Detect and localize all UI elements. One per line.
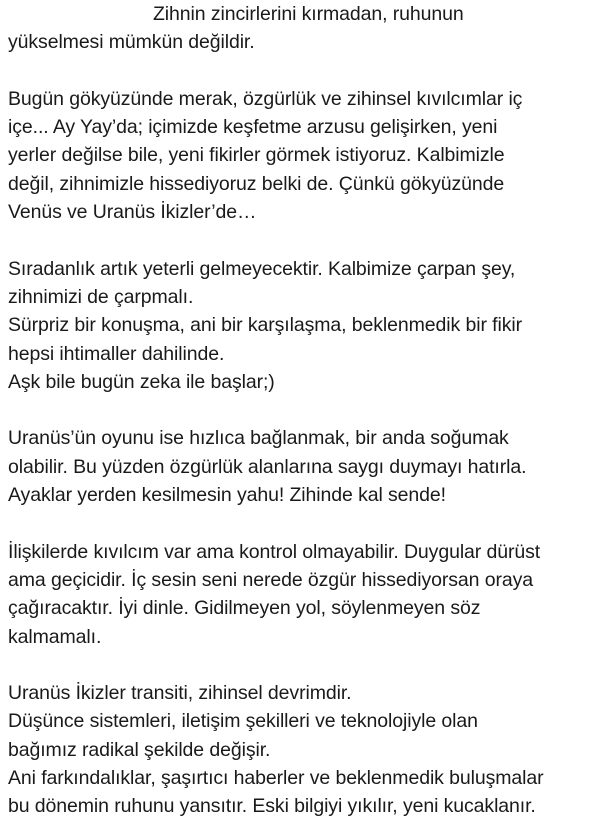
text-line: zihnimizi de çarpmalı. (8, 285, 194, 308)
paragraph-spacer (8, 651, 598, 679)
text-line: ama geçicidir. İç sesin seni nerede özgür hissediyorsan oraya (8, 568, 534, 591)
text-line: Zihnin zincirlerini kırmadan, ruhunun (153, 3, 464, 25)
paragraph-spacer (8, 57, 598, 85)
paragraph-transit (8, 679, 598, 820)
text-line: yükselmesi mümkün değildir. (8, 31, 255, 54)
text-line: Sıradanlık artık yeterli gelmeyecektir. Kalbimize çarpan şey, (8, 257, 516, 280)
document-body (8, 0, 598, 821)
text-line: İlişkilerde kıvılcım var ama kontrol olmayabilir. Duygular dürüst (8, 540, 541, 563)
text-line: Aşk bile bugün zeka ile başlar;) (8, 370, 275, 393)
paragraph-spacer (8, 509, 598, 537)
text-line: Bugün gökyüzünde merak, özgürlük ve zihinsel kıvılcımlar iç (8, 87, 523, 110)
paragraph-intro (8, 0, 598, 57)
text-line: olabilir. Bu yüzden özgürlük alanlarına saygı duymayı hatırla. (8, 455, 527, 478)
paragraph-ordinary (8, 255, 598, 396)
text-line: bu dönemin ruhunu yansıtır. Eski bilgiyi yıkılır, yeni kucaklanır. (8, 795, 536, 818)
paragraph-relationships (8, 538, 598, 651)
text-line: kalmamalı. (8, 625, 102, 648)
text-line: Ani farkındalıklar, şaşırtıcı haberler ve beklenmedik buluşmalar (8, 767, 544, 790)
text-line: yerler değilse bile, yeni fikirler görmek istiyoruz. Kalbimizle (8, 144, 505, 167)
text-line: Düşünce sistemleri, iletişim şekilleri ve teknolojiyle olan (8, 710, 478, 733)
text-line: Venüs ve Uranüs İkizler’de… (8, 201, 257, 224)
text-line: değil, zihnimizle hissediyoruz belki de. Çünkü gökyüzünde (8, 172, 505, 195)
text-line: Sürpriz bir konuşma, ani bir karşılaşma, beklenmedik bir fikir (8, 314, 522, 337)
paragraph-uranus-game (8, 424, 598, 509)
text-line: Ayaklar yerden kesilmesin yahu! Zihinde kal sende! (8, 484, 446, 507)
paragraph-spacer (8, 396, 598, 424)
paragraph-sky (8, 85, 598, 226)
text-line: çağıracaktır. İyi dinle. Gidilmeyen yol, söylenmeyen söz (8, 597, 481, 620)
text-line: Uranüs İkizler transiti, zihinsel devrimdir. (8, 682, 352, 705)
text-line: hepsi ihtimaller dahilinde. (8, 342, 225, 365)
text-line: bağımız radikal şekilde değişir. (8, 738, 271, 761)
text-line: içe... Ay Yay’da; içimizde keşfetme arzusu gelişirken, yeni (8, 116, 498, 139)
text-line: Uranüs’ün oyunu ise hızlıca bağlanmak, bir anda soğumak (8, 427, 509, 450)
paragraph-spacer (8, 226, 598, 254)
